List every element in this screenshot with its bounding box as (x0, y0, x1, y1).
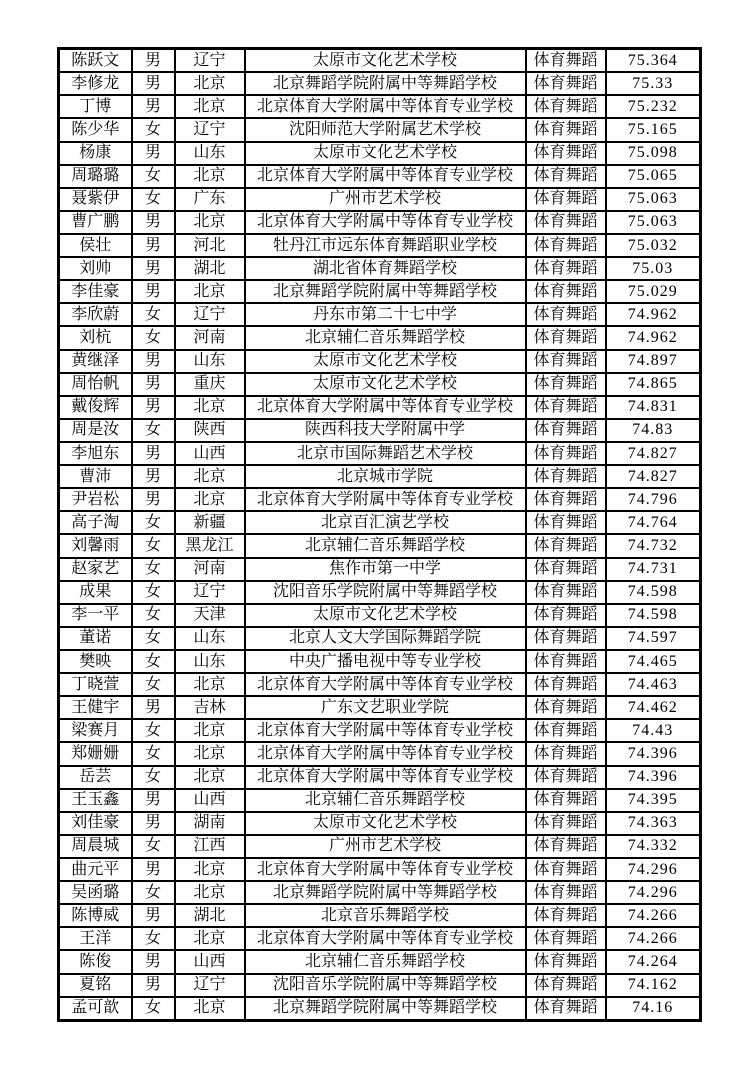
cell-major: 体育舞蹈 (526, 904, 606, 927)
cell-school: 太原市文化艺术学校 (245, 812, 526, 835)
table-row (59, 742, 701, 765)
cell-province: 湖北 (175, 257, 245, 280)
cell-province: 吉林 (175, 696, 245, 719)
cell-major: 体育舞蹈 (526, 234, 606, 257)
cell-gender: 男 (132, 373, 175, 396)
cell-gender: 女 (132, 835, 175, 858)
cell-school: 北京体育大学附属中等体育专业学校 (245, 95, 526, 118)
cell-student-name: 樊映 (59, 650, 132, 673)
cell-score: 75.364 (606, 49, 701, 73)
cell-score: 74.865 (606, 373, 701, 396)
cell-major: 体育舞蹈 (526, 650, 606, 673)
cell-school: 太原市文化艺术学校 (245, 604, 526, 627)
cell-score: 74.83 (606, 419, 701, 442)
table-row (59, 881, 701, 904)
cell-student-name: 岳芸 (59, 766, 132, 789)
cell-score: 74.296 (606, 858, 701, 881)
table-row (59, 812, 701, 835)
cell-gender: 男 (132, 257, 175, 280)
cell-gender: 男 (132, 442, 175, 465)
cell-gender: 男 (132, 211, 175, 234)
cell-gender: 男 (132, 858, 175, 881)
table-row (59, 303, 701, 326)
cell-gender: 女 (132, 604, 175, 627)
cell-student-name: 陈少华 (59, 118, 132, 141)
cell-score: 74.897 (606, 350, 701, 373)
cell-major: 体育舞蹈 (526, 188, 606, 211)
cell-student-name: 侯壮 (59, 234, 132, 257)
cell-major: 体育舞蹈 (526, 488, 606, 511)
cell-gender: 男 (132, 49, 175, 73)
cell-school: 牡丹江市远东体育舞蹈职业学校 (245, 234, 526, 257)
cell-school: 中央广播电视中等专业学校 (245, 650, 526, 673)
cell-major: 体育舞蹈 (526, 257, 606, 280)
table-row (59, 326, 701, 349)
cell-school: 北京辅仁音乐舞蹈学校 (245, 534, 526, 557)
cell-score: 74.16 (606, 997, 701, 1021)
cell-gender: 男 (132, 465, 175, 488)
cell-school: 北京体育大学附属中等体育专业学校 (245, 766, 526, 789)
cell-score: 74.43 (606, 719, 701, 742)
cell-gender: 男 (132, 974, 175, 997)
cell-province: 江西 (175, 835, 245, 858)
cell-province: 山东 (175, 650, 245, 673)
cell-major: 体育舞蹈 (526, 118, 606, 141)
cell-school: 北京体育大学附属中等体育专业学校 (245, 858, 526, 881)
cell-gender: 男 (132, 142, 175, 165)
cell-major: 体育舞蹈 (526, 534, 606, 557)
cell-gender: 男 (132, 396, 175, 419)
cell-gender: 女 (132, 673, 175, 696)
cell-score: 74.396 (606, 766, 701, 789)
cell-school: 北京辅仁音乐舞蹈学校 (245, 950, 526, 973)
cell-school: 沈阳师范大学附属艺术学校 (245, 118, 526, 141)
cell-province: 河北 (175, 234, 245, 257)
cell-score: 75.063 (606, 188, 701, 211)
cell-province: 北京 (175, 211, 245, 234)
cell-student-name: 陈博威 (59, 904, 132, 927)
cell-school: 广州市艺术学校 (245, 188, 526, 211)
cell-score: 74.962 (606, 326, 701, 349)
cell-province: 北京 (175, 881, 245, 904)
cell-student-name: 尹岩松 (59, 488, 132, 511)
cell-school: 北京体育大学附属中等体育专业学校 (245, 165, 526, 188)
cell-student-name: 刘杭 (59, 326, 132, 349)
cell-province: 山西 (175, 789, 245, 812)
cell-major: 体育舞蹈 (526, 558, 606, 581)
cell-gender: 男 (132, 234, 175, 257)
cell-school: 太原市文化艺术学校 (245, 142, 526, 165)
cell-score: 74.463 (606, 673, 701, 696)
cell-major: 体育舞蹈 (526, 812, 606, 835)
cell-score: 74.266 (606, 904, 701, 927)
cell-school: 北京体育大学附属中等体育专业学校 (245, 719, 526, 742)
cell-student-name: 刘佳豪 (59, 812, 132, 835)
table-row (59, 858, 701, 881)
cell-student-name: 丁博 (59, 95, 132, 118)
cell-student-name: 王健宇 (59, 696, 132, 719)
table-row (59, 511, 701, 534)
cell-gender: 女 (132, 581, 175, 604)
cell-major: 体育舞蹈 (526, 419, 606, 442)
cell-province: 新疆 (175, 511, 245, 534)
cell-major: 体育舞蹈 (526, 581, 606, 604)
table-row (59, 604, 701, 627)
table-row (59, 835, 701, 858)
cell-province: 河南 (175, 326, 245, 349)
table-row (59, 581, 701, 604)
cell-gender: 女 (132, 719, 175, 742)
cell-province: 陕西 (175, 419, 245, 442)
cell-province: 山东 (175, 142, 245, 165)
cell-province: 北京 (175, 997, 245, 1021)
cell-student-name: 戴俊辉 (59, 396, 132, 419)
table-row (59, 950, 701, 973)
cell-school: 北京体育大学附属中等体育专业学校 (245, 488, 526, 511)
cell-province: 河南 (175, 558, 245, 581)
cell-gender: 女 (132, 742, 175, 765)
cell-student-name: 周是汝 (59, 419, 132, 442)
cell-province: 北京 (175, 165, 245, 188)
cell-major: 体育舞蹈 (526, 396, 606, 419)
cell-major: 体育舞蹈 (526, 72, 606, 95)
cell-student-name: 黄继泽 (59, 350, 132, 373)
cell-score: 74.465 (606, 650, 701, 673)
cell-school: 北京人文大学国际舞蹈学院 (245, 627, 526, 650)
cell-gender: 男 (132, 350, 175, 373)
cell-major: 体育舞蹈 (526, 165, 606, 188)
cell-major: 体育舞蹈 (526, 974, 606, 997)
cell-school: 北京百汇演艺学校 (245, 511, 526, 534)
cell-student-name: 李修龙 (59, 72, 132, 95)
cell-gender: 男 (132, 72, 175, 95)
table-row (59, 257, 701, 280)
cell-province: 辽宁 (175, 118, 245, 141)
cell-gender: 女 (132, 188, 175, 211)
cell-student-name: 郑姗姗 (59, 742, 132, 765)
cell-score: 75.065 (606, 165, 701, 188)
cell-province: 山东 (175, 627, 245, 650)
cell-school: 广州市艺术学校 (245, 835, 526, 858)
table-row (59, 558, 701, 581)
table-row (59, 789, 701, 812)
cell-province: 湖南 (175, 812, 245, 835)
table-row (59, 350, 701, 373)
cell-province: 北京 (175, 719, 245, 742)
cell-score: 74.396 (606, 742, 701, 765)
cell-score: 75.03 (606, 257, 701, 280)
table-row (59, 95, 701, 118)
table-row (59, 396, 701, 419)
cell-student-name: 陈俊 (59, 950, 132, 973)
table-row (59, 719, 701, 742)
table-row (59, 927, 701, 950)
cell-major: 体育舞蹈 (526, 835, 606, 858)
cell-school: 北京城市学院 (245, 465, 526, 488)
cell-score: 74.598 (606, 604, 701, 627)
cell-student-name: 李一平 (59, 604, 132, 627)
cell-province: 黑龙江 (175, 534, 245, 557)
cell-province: 湖北 (175, 904, 245, 927)
cell-school: 北京体育大学附属中等体育专业学校 (245, 742, 526, 765)
cell-school: 北京音乐舞蹈学校 (245, 904, 526, 927)
cell-gender: 女 (132, 927, 175, 950)
table-row (59, 997, 701, 1021)
cell-major: 体育舞蹈 (526, 465, 606, 488)
cell-score: 74.363 (606, 812, 701, 835)
cell-major: 体育舞蹈 (526, 927, 606, 950)
cell-school: 太原市文化艺术学校 (245, 373, 526, 396)
cell-score: 75.098 (606, 142, 701, 165)
table-row (59, 234, 701, 257)
cell-score: 75.33 (606, 72, 701, 95)
cell-student-name: 陈跃文 (59, 49, 132, 73)
cell-score: 75.063 (606, 211, 701, 234)
cell-student-name: 刘帅 (59, 257, 132, 280)
cell-student-name: 周晨城 (59, 835, 132, 858)
cell-student-name: 曲元平 (59, 858, 132, 881)
cell-gender: 女 (132, 558, 175, 581)
cell-province: 北京 (175, 95, 245, 118)
cell-gender: 女 (132, 511, 175, 534)
cell-major: 体育舞蹈 (526, 511, 606, 534)
cell-student-name: 杨康 (59, 142, 132, 165)
cell-school: 北京辅仁音乐舞蹈学校 (245, 789, 526, 812)
cell-student-name: 李欣蔚 (59, 303, 132, 326)
cell-school: 北京舞蹈学院附属中等舞蹈学校 (245, 280, 526, 303)
cell-major: 体育舞蹈 (526, 766, 606, 789)
cell-student-name: 成果 (59, 581, 132, 604)
cell-major: 体育舞蹈 (526, 350, 606, 373)
cell-student-name: 王洋 (59, 927, 132, 950)
cell-gender: 女 (132, 766, 175, 789)
table-row (59, 211, 701, 234)
cell-major: 体育舞蹈 (526, 950, 606, 973)
cell-school: 北京舞蹈学院附属中等舞蹈学校 (245, 72, 526, 95)
cell-province: 辽宁 (175, 581, 245, 604)
cell-major: 体育舞蹈 (526, 881, 606, 904)
cell-school: 丹东市第二十七中学 (245, 303, 526, 326)
cell-gender: 女 (132, 165, 175, 188)
cell-score: 74.827 (606, 465, 701, 488)
cell-student-name: 王玉鑫 (59, 789, 132, 812)
table-row (59, 766, 701, 789)
cell-score: 74.597 (606, 627, 701, 650)
cell-province: 辽宁 (175, 49, 245, 73)
cell-score: 75.029 (606, 280, 701, 303)
cell-gender: 男 (132, 280, 175, 303)
cell-score: 74.732 (606, 534, 701, 557)
cell-province: 北京 (175, 280, 245, 303)
cell-province: 北京 (175, 673, 245, 696)
table-row (59, 650, 701, 673)
cell-province: 北京 (175, 858, 245, 881)
cell-student-name: 曹沛 (59, 465, 132, 488)
cell-gender: 男 (132, 488, 175, 511)
cell-student-name: 刘馨雨 (59, 534, 132, 557)
cell-student-name: 梁赛月 (59, 719, 132, 742)
cell-province: 广东 (175, 188, 245, 211)
table-row (59, 673, 701, 696)
table-row (59, 534, 701, 557)
cell-school: 陕西科技大学附属中学 (245, 419, 526, 442)
cell-major: 体育舞蹈 (526, 49, 606, 73)
cell-major: 体育舞蹈 (526, 326, 606, 349)
cell-student-name: 吴函璐 (59, 881, 132, 904)
cell-score: 74.162 (606, 974, 701, 997)
cell-province: 重庆 (175, 373, 245, 396)
cell-gender: 女 (132, 303, 175, 326)
cell-gender: 女 (132, 627, 175, 650)
cell-major: 体育舞蹈 (526, 280, 606, 303)
cell-major: 体育舞蹈 (526, 997, 606, 1021)
cell-province: 北京 (175, 488, 245, 511)
cell-major: 体育舞蹈 (526, 373, 606, 396)
cell-province: 辽宁 (175, 974, 245, 997)
cell-major: 体育舞蹈 (526, 627, 606, 650)
table-row (59, 974, 701, 997)
cell-major: 体育舞蹈 (526, 604, 606, 627)
cell-province: 北京 (175, 742, 245, 765)
table-row (59, 419, 701, 442)
table-row (59, 627, 701, 650)
cell-student-name: 赵家艺 (59, 558, 132, 581)
cell-major: 体育舞蹈 (526, 696, 606, 719)
table-row (59, 488, 701, 511)
cell-score: 75.165 (606, 118, 701, 141)
cell-score: 74.395 (606, 789, 701, 812)
cell-major: 体育舞蹈 (526, 719, 606, 742)
cell-gender: 男 (132, 789, 175, 812)
cell-score: 74.764 (606, 511, 701, 534)
cell-major: 体育舞蹈 (526, 442, 606, 465)
table-body (59, 49, 701, 1021)
cell-province: 北京 (175, 465, 245, 488)
cell-major: 体育舞蹈 (526, 95, 606, 118)
cell-province: 辽宁 (175, 303, 245, 326)
cell-student-name: 聂紫伊 (59, 188, 132, 211)
cell-school: 北京体育大学附属中等体育专业学校 (245, 673, 526, 696)
cell-major: 体育舞蹈 (526, 789, 606, 812)
cell-student-name: 李佳豪 (59, 280, 132, 303)
cell-school: 北京体育大学附属中等体育专业学校 (245, 396, 526, 419)
cell-school: 太原市文化艺术学校 (245, 49, 526, 73)
cell-province: 山西 (175, 442, 245, 465)
cell-student-name: 夏铭 (59, 974, 132, 997)
cell-school: 北京市国际舞蹈艺术学校 (245, 442, 526, 465)
cell-province: 天津 (175, 604, 245, 627)
table-row (59, 465, 701, 488)
cell-student-name: 高子淘 (59, 511, 132, 534)
cell-province: 北京 (175, 927, 245, 950)
table-row (59, 904, 701, 927)
cell-school: 焦作市第一中学 (245, 558, 526, 581)
cell-gender: 女 (132, 326, 175, 349)
cell-province: 北京 (175, 396, 245, 419)
cell-school: 北京辅仁音乐舞蹈学校 (245, 326, 526, 349)
cell-gender: 男 (132, 696, 175, 719)
table-row (59, 72, 701, 95)
cell-score: 74.831 (606, 396, 701, 419)
cell-major: 体育舞蹈 (526, 742, 606, 765)
table-row (59, 280, 701, 303)
cell-major: 体育舞蹈 (526, 673, 606, 696)
cell-student-name: 周怡帆 (59, 373, 132, 396)
cell-score: 74.827 (606, 442, 701, 465)
cell-province: 山东 (175, 350, 245, 373)
table-row (59, 118, 701, 141)
cell-school: 太原市文化艺术学校 (245, 350, 526, 373)
cell-score: 74.266 (606, 927, 701, 950)
cell-gender: 女 (132, 419, 175, 442)
cell-student-name: 周璐璐 (59, 165, 132, 188)
cell-gender: 女 (132, 650, 175, 673)
cell-gender: 男 (132, 950, 175, 973)
cell-gender: 男 (132, 95, 175, 118)
cell-score: 74.332 (606, 835, 701, 858)
cell-gender: 男 (132, 904, 175, 927)
cell-school: 北京体育大学附属中等体育专业学校 (245, 927, 526, 950)
cell-student-name: 董诺 (59, 627, 132, 650)
cell-score: 74.731 (606, 558, 701, 581)
table-row (59, 373, 701, 396)
results-table (57, 47, 702, 1022)
cell-score: 74.962 (606, 303, 701, 326)
cell-gender: 男 (132, 812, 175, 835)
cell-school: 北京舞蹈学院附属中等舞蹈学校 (245, 881, 526, 904)
cell-school: 北京舞蹈学院附属中等舞蹈学校 (245, 997, 526, 1021)
cell-province: 山西 (175, 950, 245, 973)
cell-student-name: 孟可歆 (59, 997, 132, 1021)
cell-student-name: 曹广鹏 (59, 211, 132, 234)
table-row (59, 49, 701, 73)
cell-score: 74.264 (606, 950, 701, 973)
cell-gender: 女 (132, 997, 175, 1021)
cell-province: 北京 (175, 72, 245, 95)
cell-student-name: 李旭东 (59, 442, 132, 465)
cell-major: 体育舞蹈 (526, 858, 606, 881)
cell-student-name: 丁晓萱 (59, 673, 132, 696)
cell-school: 沈阳音乐学院附属中等舞蹈学校 (245, 581, 526, 604)
table-row (59, 696, 701, 719)
cell-school: 北京体育大学附属中等体育专业学校 (245, 211, 526, 234)
cell-score: 74.598 (606, 581, 701, 604)
cell-score: 75.032 (606, 234, 701, 257)
cell-province: 北京 (175, 766, 245, 789)
table-row (59, 188, 701, 211)
cell-gender: 女 (132, 881, 175, 904)
cell-major: 体育舞蹈 (526, 303, 606, 326)
cell-score: 74.296 (606, 881, 701, 904)
cell-school: 湖北省体育舞蹈学校 (245, 257, 526, 280)
cell-score: 75.232 (606, 95, 701, 118)
table-row (59, 142, 701, 165)
cell-score: 74.796 (606, 488, 701, 511)
cell-major: 体育舞蹈 (526, 142, 606, 165)
cell-score: 74.462 (606, 696, 701, 719)
cell-gender: 女 (132, 534, 175, 557)
cell-school: 沈阳音乐学院附属中等舞蹈学校 (245, 974, 526, 997)
table-row (59, 165, 701, 188)
table-row (59, 442, 701, 465)
cell-gender: 女 (132, 118, 175, 141)
cell-school: 广东文艺职业学院 (245, 696, 526, 719)
cell-major: 体育舞蹈 (526, 211, 606, 234)
